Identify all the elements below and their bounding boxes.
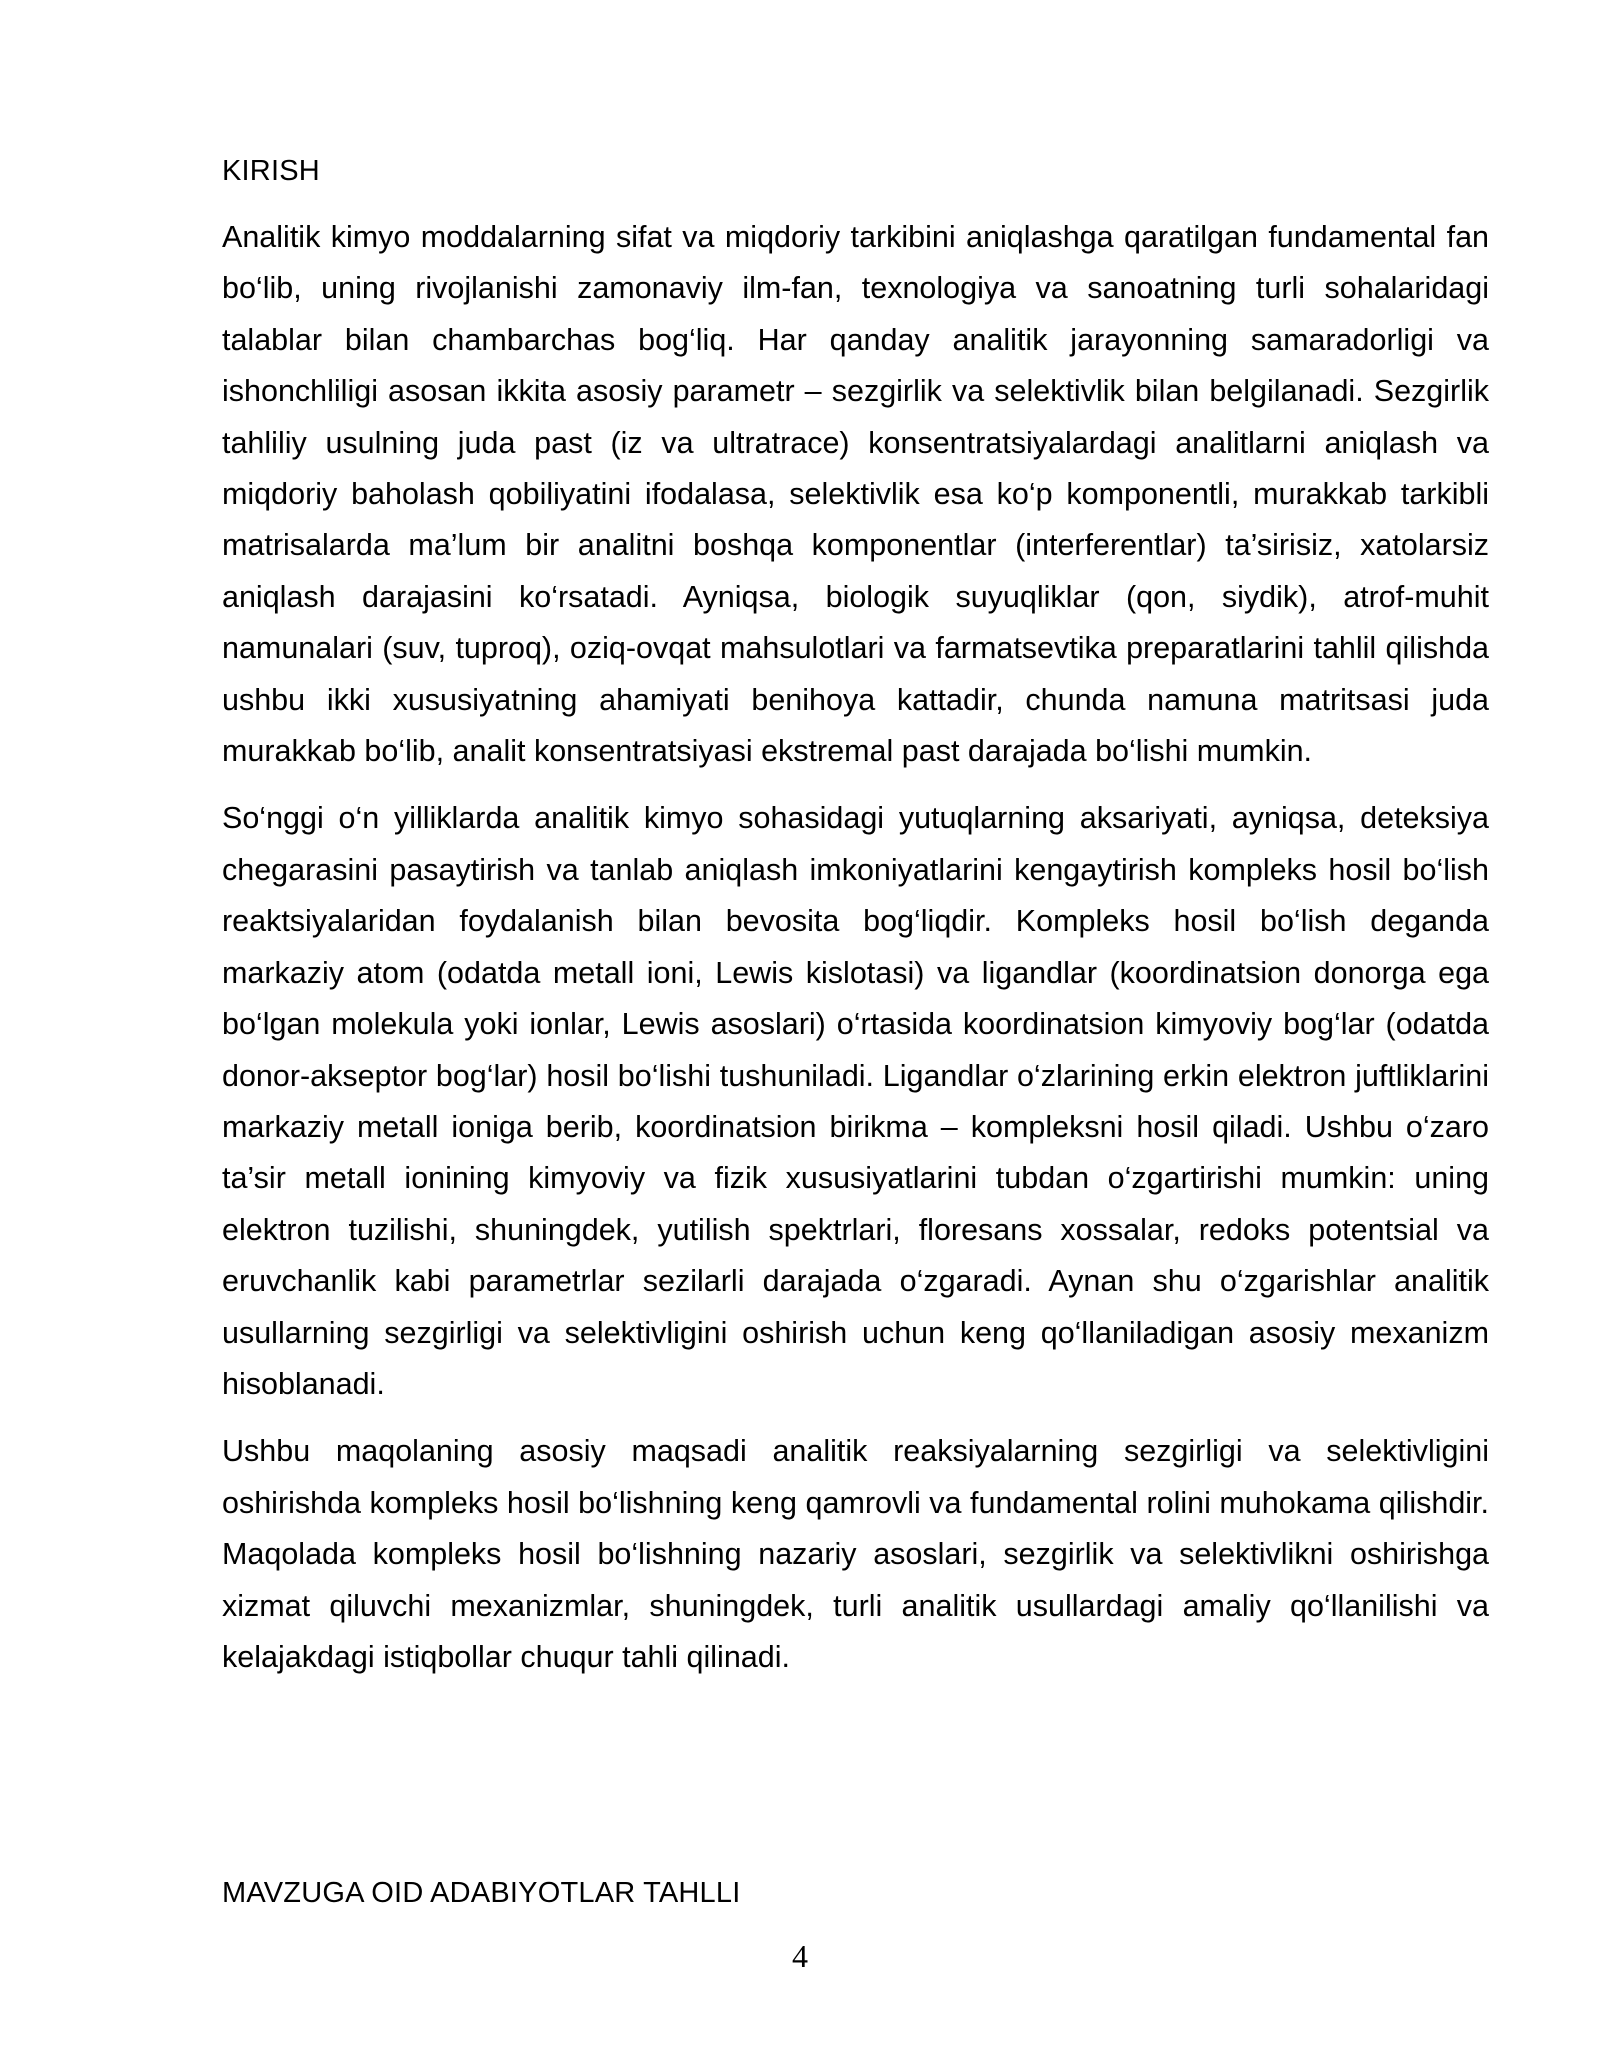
section-heading-intro: KIRISH [222, 155, 320, 187]
page-number: 4 [792, 1938, 808, 1974]
section-heading-literature: MAVZUGA OID ADABIYOTLAR TAHLLI [222, 1877, 741, 1909]
paragraph-3: Ushbu maqolaning asosiy maqsadi analitik reaksiyalarning sezgirligi va selektivligini oshirishda kompleks hosil bo‘lishning keng qamrovli va fundamental rolini muhokama qilishdir. Maqolada kompleks hosil bo‘lishning nazariy asoslari, sezgirlik va selektivlikni oshirishga xizmat qiluvchi mexanizmlar, shuningdek, turli analitik usullardagi amaliy qo‘llanilishi va kelajakdagi istiqbollar chuqur tahli qilinadi. [222, 1434, 1489, 1674]
paragraph-2: So‘nggi o‘n yilliklarda analitik kimyo sohasidagi yutuqlarning aksariyati, ayniqsa, deteksiya chegarasini pasaytirish va tanlab aniqlash imkoniyatlarini kengaytirish kompleks hosil bo‘lish reaktsiyalaridan foydalanish bilan bevosita bog‘liqdir. Kompleks hosil bo‘lish deganda markaziy atom (odatda metall ioni, Lewis kislotasi) va ligandlar (koordinatsion donorga ega bo‘lgan molekula yoki ionlar, Lewis asoslari) o‘rtasida koordinatsion kimyoviy bog‘lar (odatda donor-akseptor bog‘lar) hosil bo‘lishi tushuniladi. Ligandlar o‘zlarining erkin elektron juftliklarini markaziy metall ioniga berib, koordinatsion birikma – kompleksni hosil qiladi. Ushbu o‘zaro ta’sir metall ionining kimyoviy va fizik xususiyatlarini tubdan o‘zgartirishi mumkin: uning elektron tuzilishi, shuningdek, yutilish spektrlari, floresans xossalar, redoks potentsial va eruvchanlik kabi parametrlar sezilarli darajada o‘zgaradi. Aynan shu o‘zgarishlar analitik usullarning sezgirligi va selektivligini oshirish uchun keng qo‘llaniladigan asosiy mexanizm hisoblanadi. [222, 801, 1489, 1401]
paragraph-1: Analitik kimyo moddalarning sifat va miqdoriy tarkibini aniqlashga qaratilgan fundamental fan bo‘lib, uning rivojlanishi zamonaviy ilm-fan, texnologiya va sanoatning turli sohalaridagi talablar bilan chambarchas bog‘liq. Har qanday analitik jarayonning samaradorligi va ishonchliligi asosan ikkita asosiy parametr – sezgirlik va selektivlik bilan belgilanadi. Sezgirlik tahliliy usulning juda past (iz va ultratrace) konsentratsiyalardagi analitlarni aniqlash va miqdoriy baholash qobiliyatini ifodalasa, selektivlik esa ko‘p komponentli, murakkab tarkibli matrisalarda ma’lum bir analitni boshqa komponentlar (interferentlar) ta’sirisiz, xatolarsiz aniqlash darajasini ko‘rsatadi. Ayniqsa, biologik suyuqliklar (qon, siydik), atrof-muhit namunalari (suv, tuproq), oziq-ovqat mahsulotlari va farmatsevtika preparatlarini tahlil qilishda ushbu ikki xususiyatning ahamiyati benihoya kattadir, chunda namuna matritsasi juda murakkab bo‘lib, analit konsentratsiyasi ekstremal past darajada bo‘lishi mumkin. [222, 220, 1489, 769]
page-body [222, 150, 1489, 1699]
